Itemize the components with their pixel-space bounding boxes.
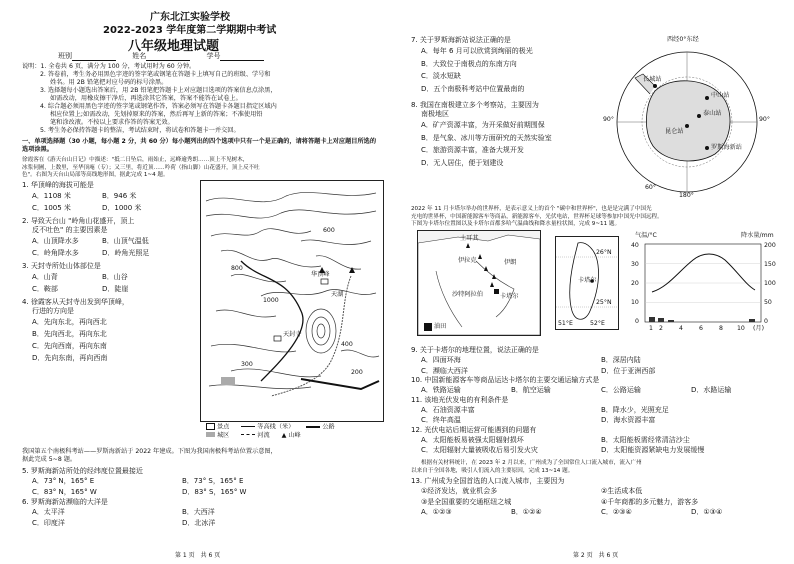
middle-east-map (417, 230, 541, 336)
option-13b[interactable]: B．①②④ (511, 508, 542, 516)
option-11b[interactable]: B．降水少，光照充足 (601, 405, 669, 414)
passage-line: 以来自于全国各地，吸引人们流入的主要原因，完成 13~14 题。 (411, 467, 574, 474)
station-icon (705, 146, 709, 150)
antarctic-map-svg (595, 36, 779, 200)
contour-legend-icon (241, 426, 255, 427)
map-label: 卡塔尔 (578, 277, 597, 284)
option-4b[interactable]: B．先向西北，再向东北 (32, 330, 107, 338)
passage-line: 充电的世界杯，中国新能源客车等商品，新能源客车，光伏电站，世界杯足球等参加中国光中国远程。 (411, 213, 663, 220)
question-stem: 南极地区 (421, 110, 449, 118)
x-unit: (月) (753, 325, 765, 332)
question-stem: 行进的方向是 (32, 307, 74, 315)
option-4d[interactable]: D．先向东南，再向西南 (32, 354, 108, 362)
question-stem: 5. 罗斯海新站所处的经纬度位置最接近 (22, 467, 143, 475)
latitude-label: 25°N (596, 299, 612, 306)
option-5c[interactable]: C．83° N，165° W (32, 488, 97, 496)
statement-2: ②生活成本低 (601, 487, 643, 495)
x-tick: 8 (719, 325, 723, 332)
note-line: 3. 选择题每小题选出答案后，用 2B 铅笔把答题卡上对应题目选项的答案信息点涂黑， (40, 87, 277, 94)
station-icon (697, 114, 701, 118)
option-13a[interactable]: A．①②③ (421, 508, 452, 516)
instructions (22, 63, 277, 135)
student-fields (58, 52, 264, 61)
option-1c[interactable]: C．1005 米 (32, 204, 71, 212)
y-tick-right: 100 (764, 280, 776, 287)
passage-2 (22, 448, 277, 464)
passage-qatar (411, 206, 663, 229)
option-2d[interactable]: D．岭角光照足 (102, 249, 150, 257)
contour-label: 800 (231, 265, 243, 272)
note-line: 姓名。用 2B 铅笔把对应号码的标号涂黑。 (50, 79, 168, 86)
contour-label: 1000 (263, 297, 279, 304)
map-label-lake: 天湖 (331, 291, 344, 298)
town-legend-icon (206, 432, 215, 437)
option-6c[interactable]: C．印度洋 (32, 519, 65, 527)
y-tick: 0 (635, 318, 639, 325)
latitude-label: 26°N (596, 249, 612, 256)
contour-label: 400 (341, 341, 353, 348)
antarctic-title: 西经0°东经 (667, 36, 699, 43)
map-label: 卡塔尔 (500, 293, 519, 300)
passage-line: 我国第五个南极科考站——罗斯海新站于 2022 年建成。下图为我国南极科考站位置示意图， (22, 448, 277, 455)
town-icon (221, 377, 235, 385)
question-7 (411, 36, 591, 95)
option-2a[interactable]: A．山顶降水多 (32, 237, 79, 245)
middle-east-map-svg (418, 231, 540, 335)
longitude-label: 52°E (590, 320, 605, 327)
question-stem: 3. 天封寺所处山体部位是 (22, 262, 101, 270)
name-field-label: 姓名 (132, 52, 147, 60)
note-line: 如需改动，用橡皮擦干净后，再选涂其它答案，答案不能答在试卷上。 (50, 95, 242, 102)
option-7a[interactable]: A．每年 6 月可以欣赏到绚丽的极光 (421, 47, 533, 55)
climate-chart (623, 232, 785, 336)
legend-label: 山峰 (288, 431, 301, 439)
map-label: 伊朗 (504, 259, 517, 266)
map-label: 伊拉克 (458, 257, 477, 264)
option-9a[interactable]: A．四面环海 (421, 356, 461, 364)
y-tick: 10 (631, 299, 639, 306)
option-2c[interactable]: C．岭角降水多 (32, 249, 79, 257)
note-line: 5. 考生务必保持答题卡的整洁，考试结束时，将试卷和答题卡一并交回。 (40, 127, 240, 134)
option-3b[interactable]: B．山谷 (102, 273, 128, 281)
question-stem: 4. 徐霞客从天封寺出发到华顶峰， (22, 298, 129, 306)
passage-line: 据此完成 5~8 题。 (22, 456, 77, 463)
question-stem: 1. 华顶峰的海拔可能是 (22, 181, 94, 189)
question-stem: 7. 关于罗斯海新站说法正确的是 (411, 36, 511, 44)
option-1d[interactable]: D．1000 米 (102, 204, 142, 212)
option-2b[interactable]: B．山顶气温低 (102, 237, 149, 245)
page-footer: 第 1 页 共 6 页 (175, 552, 221, 559)
statement-4: ④千年商都的多元魅力，游客多 (601, 497, 699, 506)
y-tick-right: 0 (764, 318, 768, 325)
number-field[interactable] (220, 54, 264, 61)
option-1b[interactable]: B．946 米 (102, 192, 137, 200)
option-9b[interactable]: B．深居内陆 (601, 356, 641, 364)
passage-line: 冰浆伺圃，上数里，至华顶庵（专）；又三里，将近顶……吟荷（指山脚）山花盛开，顶上反不吐 (22, 164, 260, 171)
question-8 (411, 101, 596, 169)
antarctic-map (595, 36, 779, 200)
station-label: 昆仑站 (665, 128, 684, 135)
passage-line: 2022 年 11 月卡塔尔举办的世界杯，是表示意义上的首个 "碳中和世界杯"，也是是完满了中国光 (411, 206, 652, 212)
contour-map-legend (206, 423, 335, 440)
option-8a[interactable]: A．矿产资源丰富，为开采做好前期围保 (421, 121, 545, 129)
question-stem: 12. 光伏电站后期运营可能遇到的问题有 (411, 425, 537, 434)
option-10b[interactable]: B．航空运输 (511, 386, 551, 394)
legend-label: 景点 (216, 423, 230, 431)
option-3d[interactable]: D．陡崖 (102, 285, 129, 293)
option-4c[interactable]: C．先向西南，再向东南 (32, 342, 107, 350)
option-6b[interactable]: B．大西洋 (182, 508, 215, 516)
river-legend-icon (241, 434, 255, 435)
y-tick: 40 (631, 242, 639, 249)
option-5a[interactable]: A．73° N，165° E (32, 477, 95, 485)
option-9d[interactable]: D．位于亚洲西部 (601, 366, 656, 375)
y-tick: 30 (631, 261, 639, 268)
passage-1 (22, 157, 260, 180)
statement-1: ①经济发达，就业机会多 (421, 487, 498, 495)
x-tick: 1 (649, 325, 653, 332)
longitude-label: 90° (759, 116, 770, 123)
note-line: 相应位置上;如需改动，先划掉原来的答案，然后再写上新的答案；不准使用铅 (50, 111, 263, 118)
option-7b[interactable]: B．大致位于南极点的东南方向 (421, 59, 517, 68)
option-12c[interactable]: C．太阳辐射大量被吸收后易引发火灾 (421, 446, 538, 454)
option-8b[interactable]: B．是气象、冰川等方面研究的天然实验室 (421, 133, 552, 142)
question-stem: 2. 导致天台山 "岭角山花盛开，顶上 (22, 217, 135, 225)
statement-3: ③是全国重要的交通枢纽之城 (421, 497, 512, 506)
qatar-detail-map (555, 236, 619, 330)
contour-map (200, 180, 384, 422)
legend-label: 等高线（米） (257, 423, 295, 431)
option-3a[interactable]: A．山背 (32, 273, 58, 281)
exam-term: 2022-2023 学年度第二学期期中考试 (103, 25, 277, 36)
map-label: 沙特阿拉伯 (452, 291, 483, 298)
y-tick-right: 150 (764, 261, 776, 268)
note-line: 笔和涂改液。不按以上要求作答的答案无效。 (50, 119, 174, 126)
note-line: 说明：1. 全卷共 6 页，满分为 100 分，考试用时为 60 分钟。 (22, 63, 196, 70)
question-stem: 10. 中国新能源客车等商品运达卡塔尔的主要交通运输方式是 (411, 376, 600, 384)
longitude-label: 180° (679, 192, 694, 199)
option-10a[interactable]: A．铁路运输 (421, 386, 461, 394)
passage-line: 色"。右图为天台山局部等高线地形图，据此完成 1~4 题。 (22, 172, 169, 178)
legend-label: 城区 (216, 431, 230, 439)
station-icon (705, 96, 709, 100)
option-11d[interactable]: D．海水资源丰富 (601, 416, 656, 424)
question-stem: 11. 该地光伏发电的有利条件是 (411, 395, 509, 404)
option-12b[interactable]: B．太阳能板需经常清洁沙尘 (601, 435, 690, 444)
option-3c[interactable]: C．鞍部 (32, 285, 58, 293)
option-6a[interactable]: A．太平洋 (32, 508, 65, 516)
longitude-label: 90° (603, 116, 614, 123)
passage-line: 徐霞客在《游天台山日记》中描述："抵二日坠后，雨始止，远峰逾秀朗……顶上不见树木， (22, 157, 249, 163)
questions-9-12 (411, 346, 781, 456)
school-title: 广东北江实验学校 (150, 12, 230, 23)
contour-label: 300 (241, 361, 253, 368)
station-label: 罗斯海新站 (711, 144, 742, 151)
y-axis-label-right: 降水量/mm (741, 232, 774, 239)
option-12a[interactable]: A．太阳能板易被强太阳辐射损坏 (421, 435, 524, 444)
option-4a[interactable]: A．先向东北，再向西北 (32, 318, 107, 326)
option-13c[interactable]: C．②③④ (601, 508, 632, 516)
option-5d[interactable]: D．83° S，165° W (182, 488, 247, 496)
option-10d[interactable]: D．水路运输 (691, 386, 732, 394)
y-axis-label-left: 气温/°C (635, 232, 657, 239)
question-13 (411, 477, 781, 518)
question-stem: 9. 关于卡塔尔的地理位置，说法正确的是 (411, 346, 539, 354)
option-9c[interactable]: C．濒临大西洋 (421, 366, 468, 375)
question-3 (22, 262, 202, 295)
questions-5-6 (22, 467, 382, 529)
option-11a[interactable]: A．石油资源丰富 (421, 405, 475, 414)
station-icon (685, 124, 689, 128)
questions-1-4 (22, 181, 202, 364)
page-footer: 第 2 页 共 6 页 (573, 552, 619, 559)
contour-map-svg (201, 181, 383, 421)
latitude-label: 60° (645, 184, 656, 191)
question-stem: 反不吐色" 的主要因素是 (32, 226, 108, 234)
peak-legend-icon: ▲ (281, 431, 287, 439)
class-field[interactable] (72, 54, 116, 61)
legend-label: 公路 (322, 423, 335, 431)
option-7c[interactable]: C．淡水短缺 (421, 72, 461, 80)
station-label: 中山站 (711, 92, 730, 99)
road-legend-icon (306, 426, 320, 428)
option-12d[interactable]: D．太阳能资源紧缺电力发展缓慢 (601, 446, 705, 454)
passage-line: 下图为卡塔尔位置图以及卡塔尔首都多哈气温曲线和降水量柱状图，完成 9~11 题。 (411, 221, 621, 227)
contour-label: 600 (323, 227, 335, 234)
scenic-legend-icon (206, 423, 215, 430)
exam-subject: 八年级地理试题 (128, 39, 220, 54)
station-label: 长城站 (643, 76, 662, 83)
note-line: 2. 答卷前，考生务必用黑色字迹的签字笔或钢笔在答题卡上填写自己的班级、学号和 (40, 71, 271, 78)
class-field-label: 班别 (58, 52, 72, 60)
x-tick: 4 (679, 325, 683, 332)
x-tick: 6 (699, 325, 703, 332)
y-tick: 20 (631, 280, 639, 287)
map-label-temple: 天封寺 (283, 331, 302, 338)
scenic-icon (274, 336, 281, 341)
y-tick-right: 200 (764, 242, 776, 249)
question-2 (22, 217, 202, 259)
x-tick: 10 (737, 325, 745, 332)
option-7d[interactable]: D．五个南极科考站中位置最南的 (421, 84, 525, 93)
oil-field-legend: 油田 (434, 323, 447, 330)
climate-chart-svg (623, 232, 785, 336)
option-8d[interactable]: D．无人居住，便于划建设 (421, 158, 504, 167)
longitude-label: 51°E (558, 320, 573, 327)
question-stem: 6. 罗斯海新站濒临的大洋是 (22, 498, 108, 506)
map-label-peak: 华顶峰 (311, 271, 330, 278)
contour-label: 200 (351, 369, 363, 376)
x-tick: 2 (659, 325, 663, 332)
passage-guangzhou (411, 460, 642, 475)
right-page (397, 0, 794, 564)
option-5b[interactable]: B．73° S，165° E (182, 477, 244, 485)
note-line: 4. 综合题必须用黑色字迹的签字笔或钢笔作答，答案必须写在答题卡各题目指定区域内 (40, 103, 277, 110)
option-6d[interactable]: D．北冰洋 (182, 519, 216, 527)
question-1 (22, 181, 202, 214)
option-11c[interactable]: C．终年高温 (421, 416, 461, 424)
station-icon (653, 84, 657, 88)
question-4 (22, 298, 202, 364)
question-stem: 13. 广州成为全国首选的人口流入城市，主要因为 (411, 477, 565, 485)
station-label: 泰山站 (703, 110, 722, 117)
option-1a[interactable]: A．1108 米 (32, 192, 71, 200)
section-heading: 一、单项选择题（30 小题，每小题 2 分，共 60 分）每小题列出的四个选项中只有一个是正确的，请将答题卡上对应题目所选的选项涂黑。 (22, 138, 377, 153)
temple-icon (321, 279, 328, 284)
question-stem: 8. 我国在南极建立多个考察站，主要因为 (411, 101, 539, 109)
option-8c[interactable]: C．旅游资源丰富，准备大规开发 (421, 146, 524, 154)
map-label: 土耳其 (460, 235, 479, 242)
option-13d[interactable]: D．①③④ (691, 508, 723, 516)
passage-line: 根据有关材料统计，在 2023 年 2 月以来，广州成为了全国常住人口流入城市，流入广州 (421, 460, 642, 466)
name-field[interactable] (146, 54, 190, 61)
number-field-label: 学号 (206, 52, 221, 60)
option-10c[interactable]: C．公路运输 (601, 386, 641, 394)
y-tick-right: 50 (764, 299, 772, 306)
legend-label: 河流 (257, 431, 270, 439)
